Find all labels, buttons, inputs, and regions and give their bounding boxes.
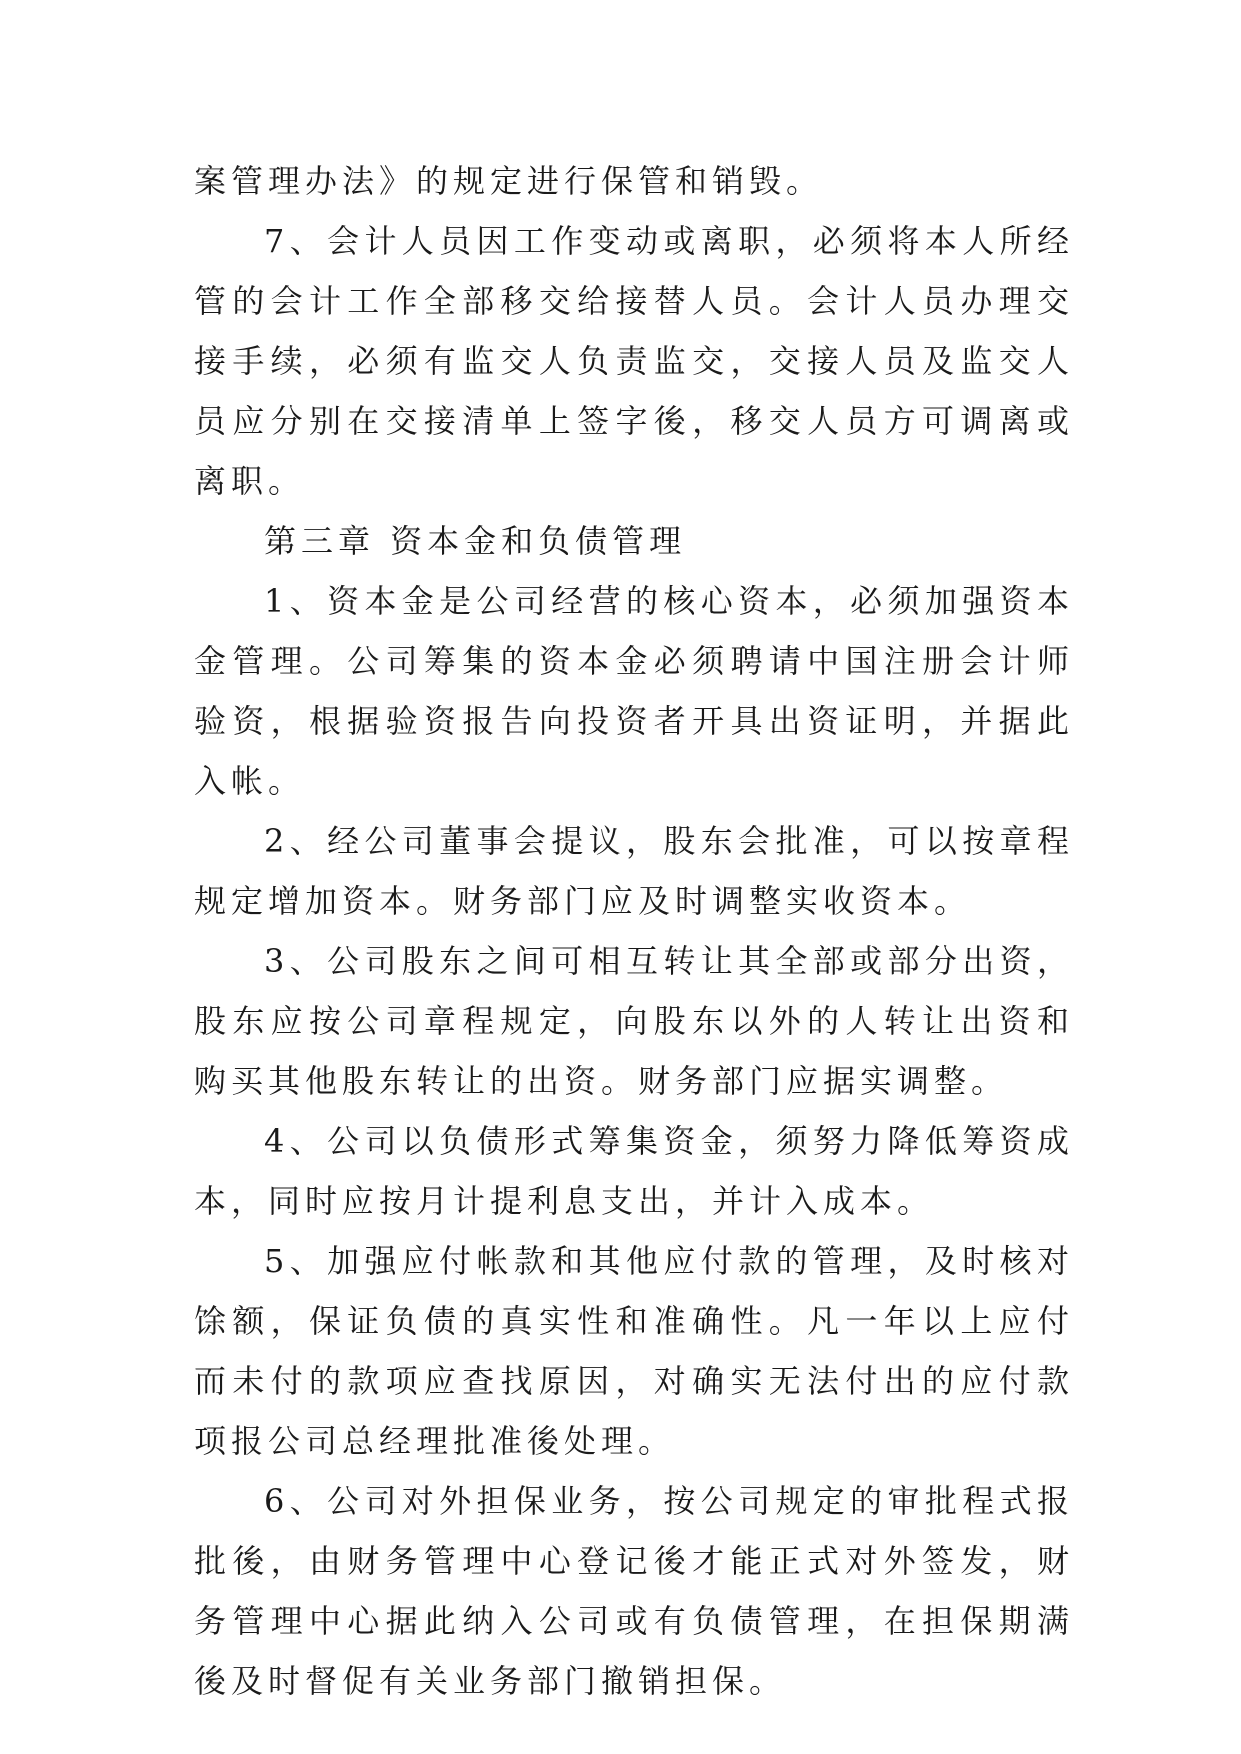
paragraph-item-5: 5、加强应付帐款和其他应付款的管理，及时核对馀额，保证负债的真实性和准确性。凡一年以上应付而未付的款项应查找原因，对确实无法付出的应付款项报公司总经理批准後处理。 xyxy=(194,1242,1074,1460)
paragraph-item-2: 2、经公司董事会提议，股东会批准，可以按章程规定增加资本。财务部门应及时调整实收资本。 xyxy=(194,822,1074,920)
chapter-heading: 第三章 资本金和负债管理 xyxy=(264,522,687,560)
paragraph-item-6: 6、公司对外担保业务，按公司规定的审批程式报批後，由财务管理中心登记後才能正式对外签发，财务管理中心据此纳入公司或有负债管理，在担保期满後及时督促有关业务部门撤销担保。 xyxy=(194,1482,1074,1700)
paragraph-item-4: 4、公司以负债形式筹集资金，须努力降低筹资成本，同时应按月计提利息支出，并计入成本。 xyxy=(194,1122,1074,1220)
paragraph-item-1: 1、资本金是公司经营的核心资本，必须加强资本金管理。公司筹集的资本金必须聘请中国注册会计师验资，根据验资报告向投资者开具出资证明，并据此入帐。 xyxy=(194,582,1074,800)
paragraph-item-3: 3、公司股东之间可相互转让其全部或部分出资，股东应按公司章程规定，向股东以外的人转让出资和购买其他股东转让的出资。财务部门应据实调整。 xyxy=(194,942,1074,1100)
paragraph-continuation: 案管理办法》的规定进行保管和销毁。 xyxy=(194,162,824,200)
paragraph-item-7: 7、会计人员因工作变动或离职，必须将本人所经管的会计工作全部移交给接替人员。会计人员办理交接手续，必须有监交人负责监交，交接人员及监交人员应分别在交接清单上签字後，移交人员方可调离或离职。 xyxy=(194,222,1074,500)
document-body xyxy=(194,151,1074,1711)
